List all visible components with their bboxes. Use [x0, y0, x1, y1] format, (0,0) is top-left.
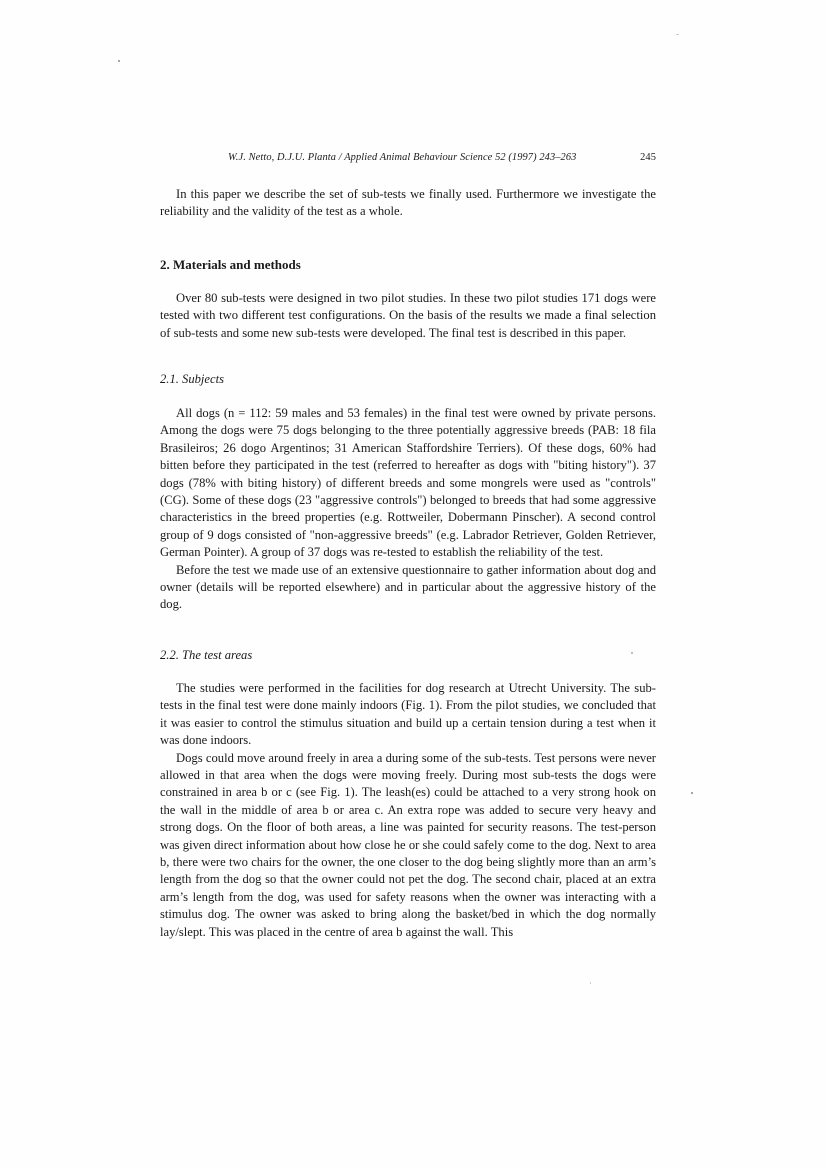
intro-paragraph: In this paper we describe the set of sub-tests we finally used. Furthermore we investigate the reliability and the validity of the test as a whole.	[160, 187, 656, 219]
subjects-block	[160, 405, 656, 614]
subjects-paragraph-1: All dogs (n = 112: 59 males and 53 females) in the final test were owned by private persons. Among the dogs were 75 dogs belonging to the three potentially aggressive breeds (PAB: 18 fila Brasileiros; 26 dogo Argentinos; 31 American Staffordshire Terriers). Of these dogs, 60% had bitten before they participated in the test (referred to hereafter as dogs with "biting history"). 37 dogs (78% with biting history) of different breeds and some mongrels were used as "controls" (CG). Some of these dogs (23 "aggressive controls") belonged to breeds that had some aggressive characteristics in the breed properties (e.g. Rottweiler, Dobermann Pinscher). A second control group of 9 dogs consisted of "non-aggressive breeds" (e.g. Labrador Retriever, Golden Retriever, German Pointer). A group of 37 dogs was re-tested to establish the reliability of the test.	[160, 406, 656, 560]
scan-speck	[691, 792, 693, 794]
section-heading: 2. Materials and methods	[160, 257, 301, 272]
subsection-heading-test-areas: 2.2. The test areas	[160, 648, 253, 662]
scan-speck	[631, 652, 633, 654]
scan-speck	[118, 60, 120, 62]
section-2-block	[160, 290, 656, 342]
scan-speck	[590, 982, 591, 984]
section-2-paragraph: Over 80 sub-tests were designed in two pilot studies. In these two pilot studies 171 dogs were tested with two different test configurations. On the basis of the results we made a final selection of sub-tests and some new sub-tests were developed. The final test is described in this paper.	[160, 291, 656, 340]
subjects-paragraph-2: Before the test we made use of an extensive questionnaire to gather information about dog and owner (details will be reported elsewhere) and in particular about the aggressive history of the dog.	[160, 562, 656, 612]
running-head-text: W.J. Netto, D.J.U. Planta / Applied Animal Behaviour Science 52 (1997) 243–263	[228, 152, 577, 163]
subsection-heading-subjects: 2.1. Subjects	[160, 372, 225, 386]
test-areas-block	[160, 680, 656, 941]
test-areas-paragraph-2: Dogs could move around freely in area a during some of the sub-tests. Test persons were never allowed in that area when the dogs were moving freely. During most sub-tests the dogs were constrained in area b or c (see Fig. 1). The leash(es) could be attached to a very strong hook on the wall in the middle of area b or area c. An extra rope was added to secure very heavy and strong dogs. On the floor of both areas, a line was painted for security reasons. The test-person was given direct information about how close he or she could safely come to the dog. Next to area b, there were two chairs for the owner, the one closer to the dog being slightly more than an arm’s length from the dog so that the owner could not pet the dog. The second chair, placed at an extra arm’s length from the dog, was used for safety reasons when the owner was interacting with a stimulus dog. The owner was asked to bring along the basket/bed in which the dog normally lay/slept. This was placed in the centre of area b against the wall. This	[160, 750, 656, 939]
running-head	[228, 152, 656, 163]
intro-block	[160, 186, 656, 221]
scan-speck	[676, 34, 679, 35]
test-areas-paragraph-1: The studies were performed in the facilities for dog research at Utrecht University. The sub-tests in the final test were done mainly indoors (Fig. 1). From the pilot studies, we concluded that it was easier to control the stimulus situation and build up a certain tension during a test when it was done indoors.	[160, 681, 656, 748]
page-number: 245	[640, 152, 656, 163]
